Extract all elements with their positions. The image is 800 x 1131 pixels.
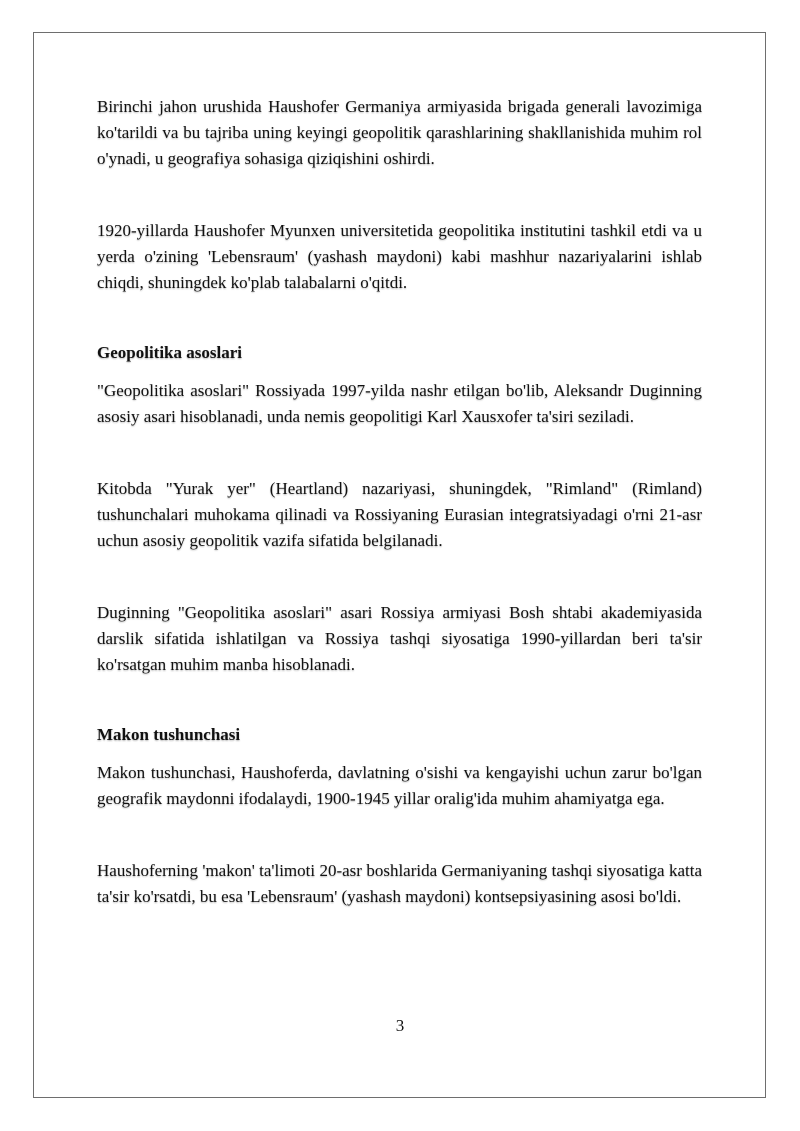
section-heading-makon: Makon tushunchasi <box>97 725 241 744</box>
document-body <box>97 94 702 910</box>
paragraph-geopolitika-usage: Duginning "Geopolitika asoslari" asari Rossiya armiyasi Bosh shtabi akademiyasida darslik sifatida ishlatilgan va Rossiya tashqi siyosatiga 1990-yillardan beri ta'sir ko'rsatgan muhim manba hisoblanadi. <box>97 603 702 674</box>
page-number: 3 <box>395 1016 405 1035</box>
section-heading-geopolitika: Geopolitika asoslari <box>97 343 242 362</box>
paragraph-geopolitika-heartland: Kitobda "Yurak yer" (Heartland) nazariyasi, shuningdek, "Rimland" (Rimland) tushunchalari muhokama qilinadi va Rossiyaning Eurasian integratsiyadagi o'rni 21-asr uchun asosiy geopolitik vazifa sifatida belgilanadi. <box>97 479 702 550</box>
paragraph-makon-influence: Haushoferning 'makon' ta'limoti 20-asr boshlarida Germaniyaning tashqi siyosatiga katta ta'sir ko'rsatdi, bu esa 'Lebensraum' (yashash maydoni) kontsepsiyasining asosi bo'ldi. <box>97 861 702 906</box>
paragraph-haushofer-1920s: 1920-yillarda Haushofer Myunxen universitetida geopolitika institutini tashkil etdi va u yerda o'zining 'Lebensraum' (yashash maydoni) kabi mashhur nazariyalarini ishlab chiqdi, shuningdek ko'plab talabalarni o'qitdi. <box>97 221 702 292</box>
paragraph-geopolitika-intro: "Geopolitika asoslari" Rossiyada 1997-yilda nashr etilgan bo'lib, Aleksandr Duginning asosiy asari hisoblanadi, unda nemis geopolitigi Karl Xausxofer ta'siri seziladi. <box>97 381 702 426</box>
paragraph-haushofer-ww1: Birinchi jahon urushida Haushofer Germaniya armiyasida brigada generali lavozimiga ko'tarildi va bu tajriba uning keyingi geopolitik qarashlarining shakllanishida muhim rol o'ynadi, u geografiya sohasiga qiziqishini oshirdi. <box>97 97 702 168</box>
paragraph-makon-definition: Makon tushunchasi, Haushoferda, davlatning o'sishi va kengayishi uchun zarur bo'lgan geografik maydonni ifodalaydi, 1900-1945 yillar oralig'ida muhim ahamiyatga ega. <box>97 763 702 808</box>
